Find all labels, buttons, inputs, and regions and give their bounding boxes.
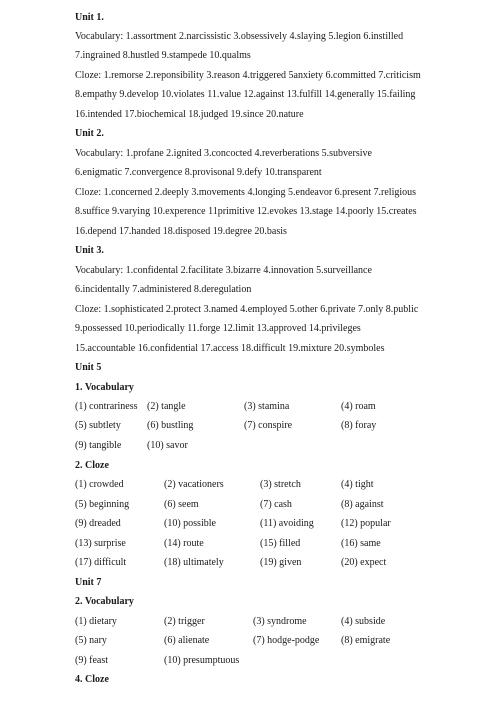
answer-item: (18) ultimately bbox=[164, 557, 224, 568]
unit-7-vocab-heading: 2. Vocabulary bbox=[75, 596, 134, 607]
answer-item: (6) bustling bbox=[147, 420, 194, 431]
unit-3-line: 15.accountable 16.confidential 17.access 18.difficult 19.mixture 20.symboles bbox=[75, 343, 385, 354]
answer-item: (10) possible bbox=[164, 518, 216, 529]
answer-item: (5) nary bbox=[75, 635, 107, 646]
answer-item: (5) subtlety bbox=[75, 420, 121, 431]
unit-5-cloze-heading: 2. Cloze bbox=[75, 460, 109, 471]
unit-5-heading: Unit 5 bbox=[75, 362, 102, 373]
unit-2-line: 8.suffice 9.varying 10.experence 11primitive 12.evokes 13.stage 14.poorly 15.creates bbox=[75, 206, 417, 217]
answer-item: (3) stretch bbox=[260, 479, 301, 490]
answer-item: (1) crowded bbox=[75, 479, 124, 490]
answer-item: (7) cash bbox=[260, 499, 292, 510]
answer-item: (14) route bbox=[164, 538, 204, 549]
answer-item: (7) conspire bbox=[244, 420, 293, 431]
answer-item: (8) emigrate bbox=[341, 635, 391, 646]
answer-item: (6) seem bbox=[164, 499, 199, 510]
unit-2-line: Cloze: 1.concerned 2.deeply 3.movements 4.longing 5.endeavor 6.present 7.religious bbox=[75, 187, 417, 198]
answer-item: (13) surprise bbox=[75, 538, 126, 549]
unit-3-line: Cloze: 1.sophisticated 2.protect 3.named 4.employed 5.other 6.private 7.only 8.public bbox=[75, 304, 419, 315]
unit-3-heading: Unit 3. bbox=[75, 245, 104, 256]
unit-1-line: 8.empathy 9.develop 10.violates 11.value 12.against 13.fulfill 14.generally 15.failing bbox=[75, 89, 416, 100]
unit-2-line: Vocabulary: 1.profane 2.ignited 3.concocted 4.reverberations 5.subversive bbox=[75, 148, 372, 159]
answer-item: (2) vacationers bbox=[164, 479, 224, 490]
unit-3-line: Vocabulary: 1.confidental 2.facilitate 3.bizarre 4.innovation 5.surveillance bbox=[75, 265, 372, 276]
answer-item: (7) hodge-podge bbox=[253, 635, 320, 646]
unit-5-vocab-heading: 1. Vocabulary bbox=[75, 382, 134, 393]
answer-item: (4) subside bbox=[341, 616, 386, 627]
answer-item: (8) against bbox=[341, 499, 384, 510]
answer-item: (4) tight bbox=[341, 479, 374, 490]
answer-item: (15) filled bbox=[260, 538, 301, 549]
answer-item: (1) dietary bbox=[75, 616, 117, 627]
answer-item: (6) alienate bbox=[164, 635, 210, 646]
answer-item: (1) contrariness bbox=[75, 401, 138, 412]
answer-item: (4) roam bbox=[341, 401, 376, 412]
answer-item: (16) same bbox=[341, 538, 381, 549]
answer-item: (5) beginning bbox=[75, 499, 130, 510]
answer-item: (12) popular bbox=[341, 518, 391, 529]
unit-1-line: Vocabulary: 1.assortment 2.narcissistic 3.obsessively 4.slaying 5.legion 6.instilled bbox=[75, 31, 404, 42]
answer-item: (9) dreaded bbox=[75, 518, 121, 529]
unit-2-line: 6.enigmatic 7.convergence 8.provisonal 9.defy 10.transparent bbox=[75, 167, 322, 178]
answer-item: (20) expect bbox=[341, 557, 387, 568]
answer-item: (9) tangible bbox=[75, 440, 122, 451]
answer-item: (19) given bbox=[260, 557, 302, 568]
answer-item: (10) presumptuous bbox=[164, 655, 240, 666]
unit-3-line: 6.incidentally 7.administered 8.deregulation bbox=[75, 284, 252, 295]
answer-item: (10) savor bbox=[147, 440, 188, 451]
unit-2-heading: Unit 2. bbox=[75, 128, 104, 139]
answer-item: (2) tangle bbox=[147, 401, 186, 412]
unit-1-line: 7.ingrained 8.hustled 9.stampede 10.qualms bbox=[75, 50, 251, 61]
unit-1-heading: Unit 1. bbox=[75, 12, 104, 23]
unit-1-line: Cloze: 1.remorse 2.reponsibility 3.reason 4.triggered 5anxiety 6.committed 7.criticism bbox=[75, 70, 421, 81]
unit-1-line: 16.intended 17.biochemical 18.judged 19.since 20.nature bbox=[75, 109, 304, 120]
answer-item: (3) syndrome bbox=[253, 616, 307, 627]
answer-item: (2) trigger bbox=[164, 616, 205, 627]
unit-3-line: 9.possessed 10.periodically 11.forge 12.limit 13.approved 14.privileges bbox=[75, 323, 361, 334]
unit-2-line: 16.depend 17.handed 18.disposed 19.degree 20.basis bbox=[75, 226, 287, 237]
answer-item: (17) difficult bbox=[75, 557, 127, 568]
answer-item: (9) feast bbox=[75, 655, 109, 666]
unit-7-cloze-heading: 4. Cloze bbox=[75, 674, 109, 685]
answer-item: (8) foray bbox=[341, 420, 377, 431]
answer-item: (3) stamina bbox=[244, 401, 290, 412]
unit-7-heading: Unit 7 bbox=[75, 577, 102, 588]
answer-item: (11) avoiding bbox=[260, 518, 314, 529]
